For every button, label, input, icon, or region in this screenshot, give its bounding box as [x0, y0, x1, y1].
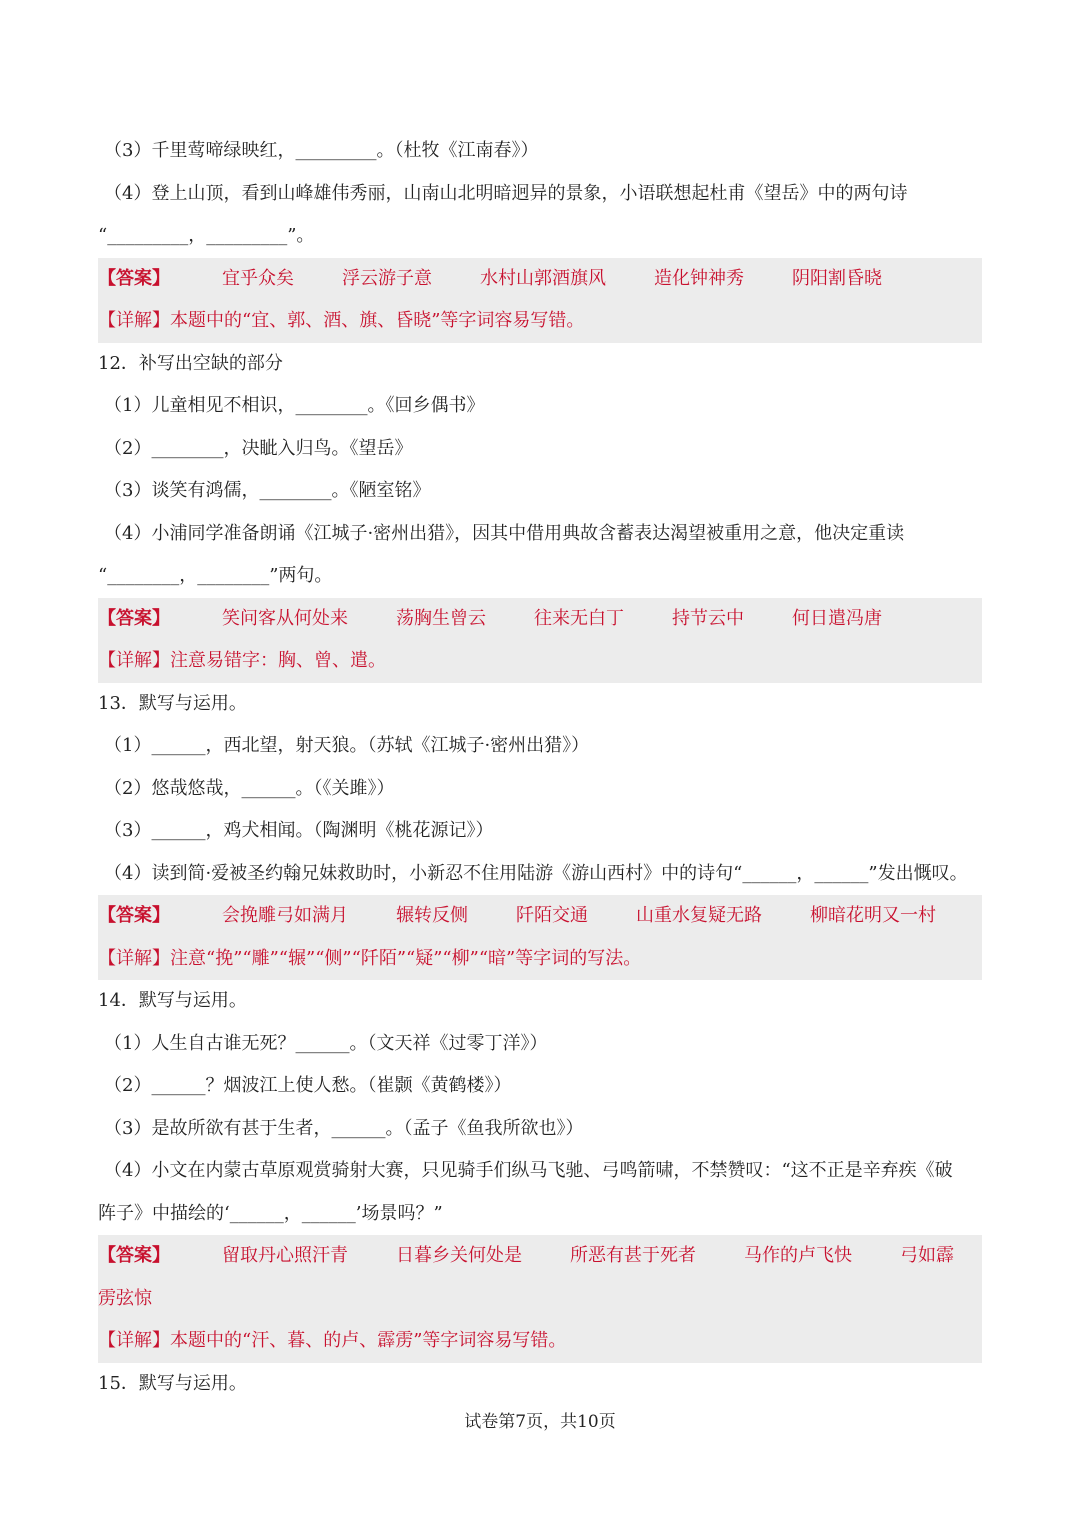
q14-answer-block: [98, 1235, 982, 1363]
q14-item-4: （4）小文在内蒙古草原观赏骑射大赛，只见骑手们纵马飞驰、弓鸣箭啸，不禁赞叹：“这不正是辛弃疾《破: [104, 1160, 953, 1181]
q11-item-4-cont: “_________，_________”。: [98, 225, 315, 246]
answer-item: 马作的卢飞快: [744, 1245, 852, 1266]
answer-tag: 【答案】: [98, 267, 170, 289]
q14-item-4-cont: 阵子》中描绘的‘______，______’场景吗？”: [98, 1202, 443, 1224]
q12-detail: 【详解】注意易错字：胸、曾、遣。: [98, 650, 386, 671]
answer-item: 阴阳割昏晓: [792, 267, 882, 289]
answer-tag: 【答案】: [98, 607, 170, 629]
answer-item: 往来无白丁: [534, 607, 624, 629]
answer-item: 笑问客从何处来: [222, 607, 348, 629]
q14-item-3: （3）是故所欲有甚于生者，______。（孟子《鱼我所欲也》）: [104, 1117, 584, 1139]
answer-item: 造化钟神秀: [654, 267, 744, 289]
answer-item: 阡陌交通: [516, 905, 588, 926]
q13-answer-block: [98, 895, 982, 980]
q14-detail: 【详解】本题中的“汗、暮、的卢、霹雳”等字词容易写错。: [98, 1330, 567, 1351]
q11-detail: 【详解】本题中的“宜、郭、酒、旗、昏晓”等字词容易写错。: [98, 310, 585, 331]
q12-item-1: （1）儿童相见不相识，________。《回乡偶书》: [104, 395, 485, 416]
answer-item: 山重水复疑无路: [636, 905, 762, 926]
q15-title: 15．默写与运用。: [98, 1372, 247, 1394]
q14-item-1: （1）人生自古谁无死？______。（文天祥《过零丁洋》）: [104, 1032, 548, 1054]
q11-answer-block: [98, 258, 982, 343]
q13-item-2: （2）悠哉悠哉，______。（《关雎》）: [104, 777, 395, 799]
q12-item-3: （3）谈笑有鸿儒，________。《陋室铭》: [104, 480, 431, 501]
q11-item-4: （4）登上山顶，看到山峰雄伟秀丽，山南山北明暗迥异的景象，小语联想起杜甫《望岳》中的两句诗: [104, 182, 908, 204]
answer-item: 水村山郭酒旗风: [480, 267, 606, 289]
exam-page: [98, 130, 982, 1405]
answer-item: 持节云中: [672, 607, 744, 629]
answer-tag: 【答案】: [98, 1245, 170, 1266]
q13-item-4: （4）读到简·爱被圣约翰兄妹救助时，小新忍不住用陆游《游山西村》中的诗句“______，______”发出慨叹。: [104, 862, 968, 884]
answer-item: 会挽雕弓如满月: [222, 905, 348, 926]
answer-item: 辗转反侧: [396, 905, 468, 926]
q13-detail: 【详解】注意“挽”“雕”“辗”“侧”“阡陌”“疑”“柳”“暗”等字词的写法。: [98, 947, 642, 969]
answer-item: 宜乎众矣: [222, 267, 294, 289]
answer-item: 柳暗花明又一村: [810, 905, 936, 926]
answer-item: 荡胸生曾云: [396, 607, 486, 629]
q12-item-2: （2）________，决眦入归鸟。《望岳》: [104, 437, 413, 459]
answer-item: 日暮乡关何处是: [396, 1245, 522, 1266]
q12-item-4: （4）小浦同学准备朗诵《江城子·密州出猎》，因其中借用典故含蓄表达渴望被重用之意，他决定重读: [104, 522, 905, 544]
q11-answer-row: [98, 258, 982, 301]
q12-title: 12．补写出空缺的部分: [98, 352, 283, 374]
q14-item-2: （2）______？烟波江上使人愁。（崔颢《黄鹤楼》）: [104, 1075, 512, 1096]
q12-item-4-cont: “________，________”两句。: [98, 565, 333, 586]
q12-answer-row: [98, 598, 982, 641]
q13-item-3: （3）______，鸡犬相闻。（陶渊明《桃花源记》）: [104, 820, 494, 841]
q13-title: 13．默写与运用。: [98, 692, 247, 714]
q12-answer-block: [98, 598, 982, 683]
q14-title: 14．默写与运用。: [98, 990, 247, 1011]
answer-item: 何日遣冯唐: [792, 607, 882, 629]
page-footer: 试卷第7页，共10页: [464, 1412, 616, 1432]
answer-item: 所恶有甚于死者: [570, 1245, 696, 1266]
q11-item-3: （3）千里莺啼绿映红，_________。（杜牧《江南春》）: [104, 140, 539, 161]
answer-item: 留取丹心照汗青: [222, 1245, 348, 1266]
q14-answer-row: [98, 1235, 982, 1278]
answer-item: 弓如霹: [900, 1245, 954, 1266]
answer-item: 浮云游子意: [342, 267, 432, 289]
q13-item-1: （1）______，西北望，射天狼。（苏轼《江城子·密州出猎》）: [104, 735, 590, 756]
q13-answer-row: [98, 895, 982, 938]
answer-tag: 【答案】: [98, 905, 170, 926]
q14-answer-cont: 雳弦惊: [98, 1287, 152, 1309]
